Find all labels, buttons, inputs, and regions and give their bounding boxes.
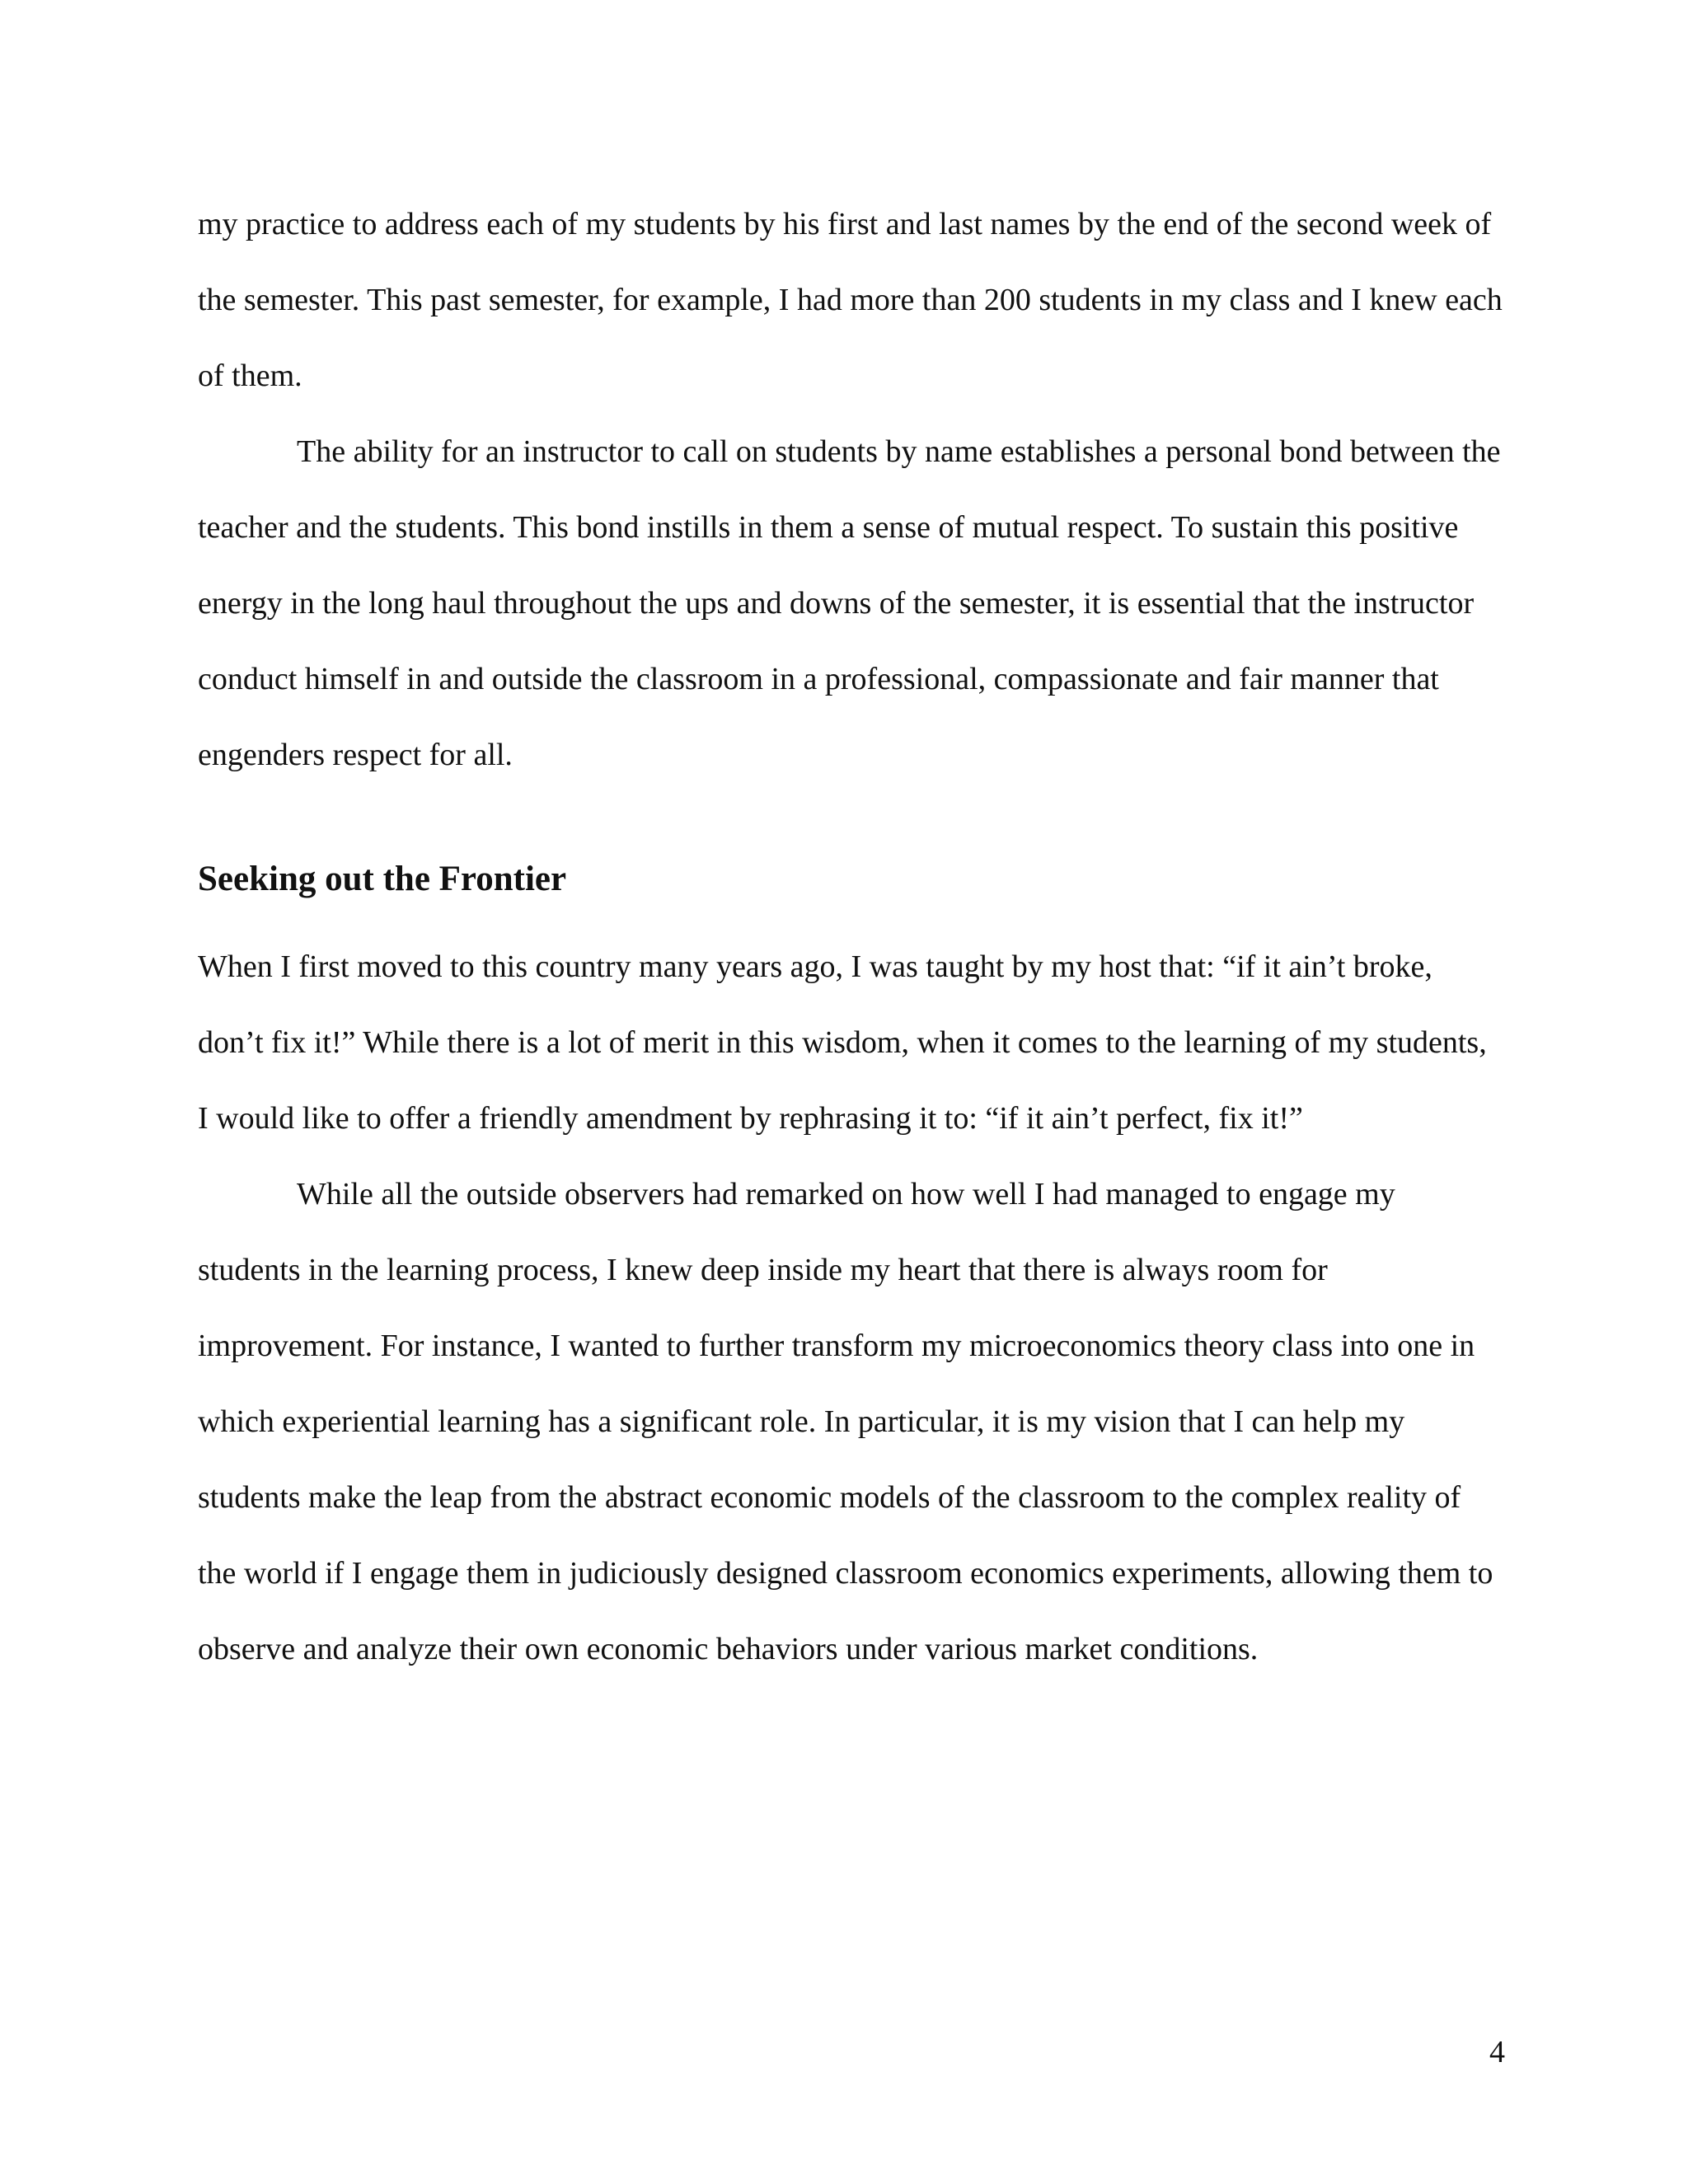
document-body — [198, 186, 1504, 1687]
section-heading: Seeking out the Frontier — [198, 860, 567, 898]
paragraph-frontier-intro: When I first moved to this country many years ago, I was taught by my host that: “if it ain’t broke, don’t fix it!” While there is a lot of merit in this wisdom, when it comes to the learning of my students, I would like to offer a friendly amendment by rephrasing it to: “if it ain’t perfect, fix it!” — [198, 949, 1487, 1136]
paragraph-experiential-learning: While all the outside observers had remarked on how well I had managed to engage my students in the learning process, I knew deep inside my heart that there is always room for improvement. For instance, I wanted to further transform my microeconomics theory class into one in which experiential learning has a significant role. In particular, it is my vision that I can help my students make the leap from the abstract economic models of the classroom to the complex reality of the world if I engage them in judiciously designed classroom economics experiments, allowing them to observe and analyze their own economic behaviors under various market conditions. — [198, 1177, 1493, 1666]
paragraph-personal-bond: The ability for an instructor to call on students by name establishes a personal bond between the teacher and the students. This bond instills in them a sense of mutual respect. To sustain this positive energy in the long haul throughout the ups and downs of the semester, it is essential that the instructor conduct himself in and outside the classroom in a professional, compassionate and fair manner that engenders respect for all. — [198, 434, 1501, 772]
paragraph-continued: my practice to address each of my students by his first and last names by the end of the second week of the semester. This past semester, for example, I had more than 200 students in my class and I knew each of them. — [198, 207, 1503, 393]
page-number: 4 — [1489, 2035, 1505, 2069]
